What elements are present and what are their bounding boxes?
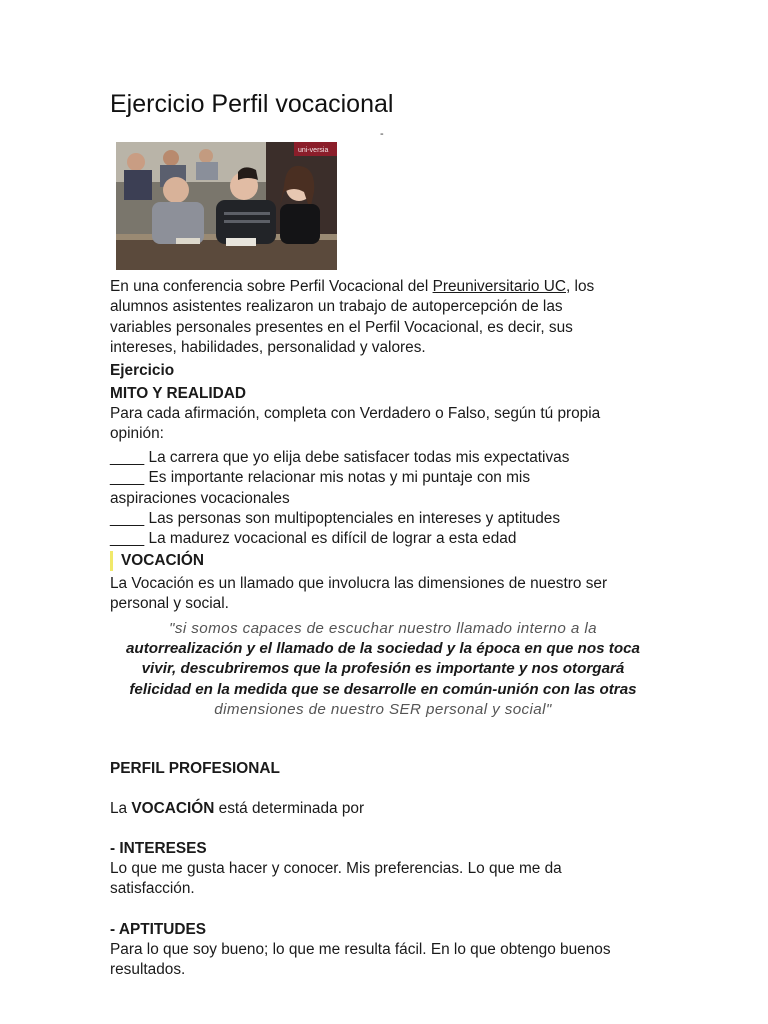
statement-item: aspiraciones vocacionales	[110, 489, 290, 507]
intro-text: alumnos asistentes realizaron un trabajo de autopercepción de las	[110, 298, 563, 316]
preuniversitario-link[interactable]: Preuniversitario UC	[432, 278, 566, 295]
quote-line: felicidad en la medida que se desarrolle en común-unión con las otras	[129, 680, 637, 698]
statement-list	[110, 448, 670, 549]
intereses-line: satisfacción.	[110, 880, 195, 898]
vocacion-determinada	[110, 799, 670, 819]
aptitudes-heading: - APTITUDES	[110, 921, 207, 938]
mito-realidad-heading: MITO Y REALIDAD	[110, 385, 246, 402]
quote-line: "si somos capaces de escuchar nuestro llamado interno a la	[169, 620, 597, 637]
intro-text: variables personales presentes en el Perfil Vocacional, es decir, sus	[110, 318, 573, 336]
det-text: La	[110, 800, 132, 817]
intereses-line: Lo que me gusta hacer y conocer. Mis preferencias. Lo que me da	[110, 860, 562, 877]
vocacion-definition	[110, 574, 670, 615]
quote-line: dimensiones de nuestro SER personal y social"	[214, 700, 552, 718]
intereses-text	[110, 859, 670, 900]
ejercicio-instructions	[110, 404, 670, 445]
instruction-text: Para cada afirmación, completa con Verdadero o Falso, según tú propia	[110, 405, 601, 422]
dash-mark: -	[380, 128, 384, 140]
ejercicio-label: Ejercicio	[110, 362, 175, 379]
statement-item: ____ Las personas son multipoptenciales en intereses y aptitudes	[110, 509, 561, 527]
intro-text: En una conferencia sobre Perfil Vocacional del	[110, 278, 433, 295]
students-photo	[116, 142, 337, 270]
intereses-heading: - INTERESES	[110, 840, 207, 857]
statement-item: ____ La madurez vocacional es difícil de lograr a esta edad	[110, 530, 517, 548]
definition-text: La Vocación es un llamado que involucra las dimensiones de nuestro ser	[110, 575, 608, 592]
perfil-profesional-heading: PERFIL PROFESIONAL	[110, 760, 280, 777]
page-title: Ejercicio Perfil vocacional	[110, 90, 394, 118]
statement-item: ____ Es importante relacionar mis notas y mi puntaje con mis	[110, 469, 531, 487]
intro-paragraph	[110, 277, 670, 358]
aptitudes-text	[110, 940, 670, 981]
det-bold: VOCACIÓN	[131, 800, 215, 817]
aptitudes-line: Para lo que soy bueno; lo que me resulta fácil. En lo que obtengo buenos	[110, 941, 611, 958]
det-text: está determinada por	[214, 800, 365, 817]
instruction-text: opinión:	[110, 425, 164, 443]
aptitudes-line: resultados.	[110, 961, 186, 979]
intro-text: , los	[566, 278, 595, 295]
statement-item: ____ La carrera que yo elija debe satisfacer todas mis expectativas	[110, 449, 570, 466]
quote-line: autorrealización y el llamado de la sociedad y la época en que nos toca	[125, 640, 641, 658]
vocacion-heading: VOCACIÓN	[110, 551, 204, 571]
photo-banner-text: uni-versia	[298, 147, 329, 154]
quote-line: vivir, descubriremos que la profesión es importante y nos otorgará	[141, 660, 625, 678]
vocacion-quote	[110, 619, 656, 720]
intro-text: intereses, habilidades, personalidad y valores.	[110, 338, 426, 356]
definition-text: personal y social.	[110, 595, 229, 613]
